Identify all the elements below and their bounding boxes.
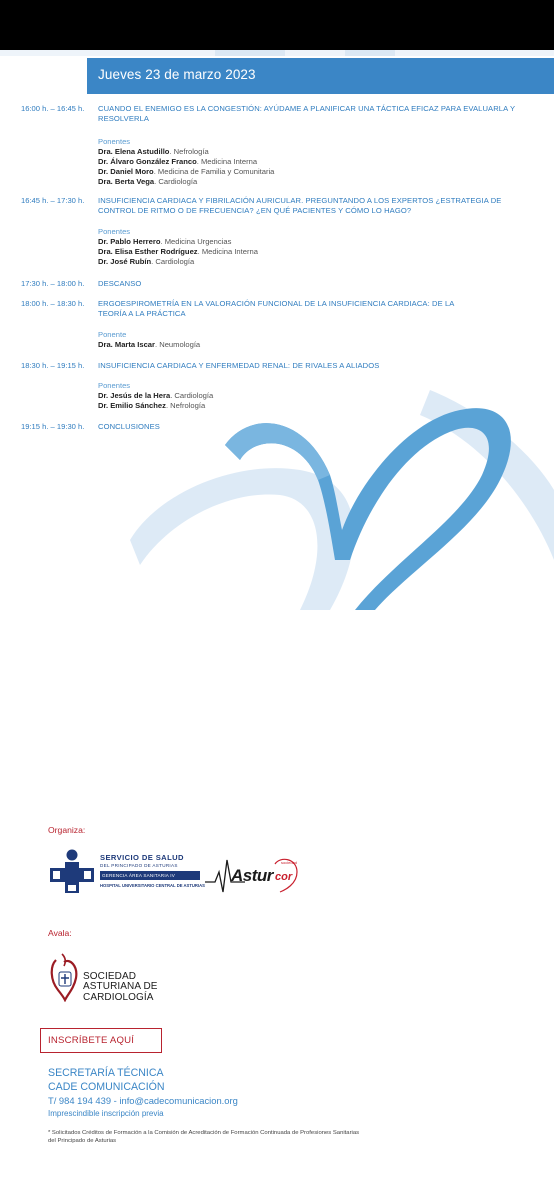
session-title: CONCLUSIONES [98, 422, 160, 431]
date-text: Jueves 23 de marzo 2023 [98, 67, 256, 82]
decor-segment [215, 50, 285, 56]
session-time: 19:15 h. – 19:30 h. [21, 422, 85, 431]
speaker: Dr. José Rubín. Cardiología [98, 257, 195, 267]
speaker: Dr. Daniel Moro. Medicina de Familia y Comunitaria [98, 167, 275, 177]
organiza-label: Organiza: [48, 825, 86, 835]
heart-shield-icon [50, 952, 80, 1002]
sac-line2: ASTURIANA DE [83, 981, 158, 993]
session-title: ERGOESPIROMETRÍA EN LA VALORACIÓN FUNCIONAL DE LA INSUFICIENCIA CARDIACA: DE LA TEORÍA A LA PRÁCTICA [98, 299, 455, 319]
avala-label: Avala: [48, 928, 72, 938]
ssp-line4: HOSPITAL UNIVERSITARIO CENTRAL DE ASTURIAS [100, 883, 205, 888]
speaker: Dr. Pablo Herrero. Medicina Urgencias [98, 237, 232, 247]
speaker: Dra. Marta Iscar. Neumología [98, 340, 201, 350]
ssp-line1: SERVICIO DE SALUD [100, 853, 184, 862]
secretaria-title: SECRETARÍA TÉCNICA [48, 1067, 164, 1079]
secretaria-note: Imprescindible inscripción previa [48, 1109, 164, 1118]
decor-segment [345, 50, 395, 56]
sociedad-asturiana-cardiologia-logo [50, 950, 170, 1006]
session-time: 16:00 h. – 16:45 h. [21, 104, 85, 113]
speakers-label: Ponentes [98, 381, 131, 390]
ssp-line2: DEL PRINCIPADO DE ASTURIAS [100, 863, 178, 868]
ssp-line3: GERENCIA ÁREA SANITARIA IV [100, 871, 200, 880]
speaker: Dr. Emilio Sánchez. Nefrología [98, 401, 206, 411]
session-title: INSUFICIENCIA CARDIACA Y ENFERMEDAD RENAL: DE RIVALES A ALIADOS [98, 361, 380, 370]
secretaria-contact[interactable]: T/ 984 194 439 - info@cadecomunicacion.org [48, 1095, 238, 1106]
cross-logo-icon [50, 848, 94, 893]
top-decoration [0, 50, 554, 56]
session-title: INSUFICIENCIA CARDIACA Y FIBRILACIÓN AURICULAR. PREGUNTANDO A LOS EXPERTOS ¿ESTRATEGIA DE CONTROL DE RITMO O DE FRECUENCIA? ¿EN QUÉ PACIENTES Y CÓMO LO HAGO? [98, 196, 502, 216]
secretaria-company: CADE COMUNICACIÓN [48, 1081, 165, 1093]
speakers-list [98, 330, 538, 350]
footnote: * Solicitados Créditos de Formación a la Comisión de Acreditación de Formación Continuada de Profesiones Sanitarias del Principado de Asturias [48, 1130, 360, 1144]
sac-text [83, 972, 158, 1003]
speakers-label: Ponente [98, 330, 127, 339]
speaker: Dr. Álvaro González Franco. Medicina Interna [98, 157, 258, 167]
session-time: 16:45 h. – 17:30 h. [21, 196, 85, 205]
speaker: Dra. Berta Vega. Cardiología [98, 177, 198, 187]
session-time: 18:30 h. – 19:15 h. [21, 361, 85, 370]
speakers-label: Ponentes [98, 137, 131, 146]
servicio-salud-logo [50, 848, 205, 896]
speakers-label: Ponentes [98, 227, 131, 236]
session-time: 18:00 h. – 18:30 h. [21, 299, 85, 308]
session-time: 17:30 h. – 18:00 h. [21, 279, 85, 288]
status-bar [0, 0, 554, 50]
register-button[interactable]: INSCRÍBETE AQUÍ [40, 1028, 162, 1053]
speaker: Dr. Jesús de la Hera. Cardiología [98, 391, 214, 401]
asturcor-word-astur: Astur [231, 866, 273, 885]
speakers-list [98, 137, 538, 187]
session-title: CUANDO EL ENEMIGO ES LA CONGESTIÓN: AYÚDAME A PLANIFICAR UNA TÁCTICA EFICAZ PARA EVALUARLA Y RESOLVERLA [98, 104, 515, 124]
asturcor-word-cor: cor [275, 871, 293, 883]
sac-line3: CARDIOLOGÍA [83, 991, 154, 1003]
session-title: DESCANSO [98, 279, 142, 288]
speaker: Dra. Elena Astudillo. Nefrología [98, 147, 209, 157]
speaker: Dra. Elisa Esther Rodríguez. Medicina Interna [98, 247, 258, 257]
date-header [87, 58, 554, 94]
sac-line1: SOCIEDAD [83, 971, 137, 982]
asturcor-logo [205, 852, 300, 897]
asturcor-tag: sociedad [281, 860, 298, 865]
speakers-list [98, 381, 538, 411]
speakers-list [98, 227, 538, 267]
